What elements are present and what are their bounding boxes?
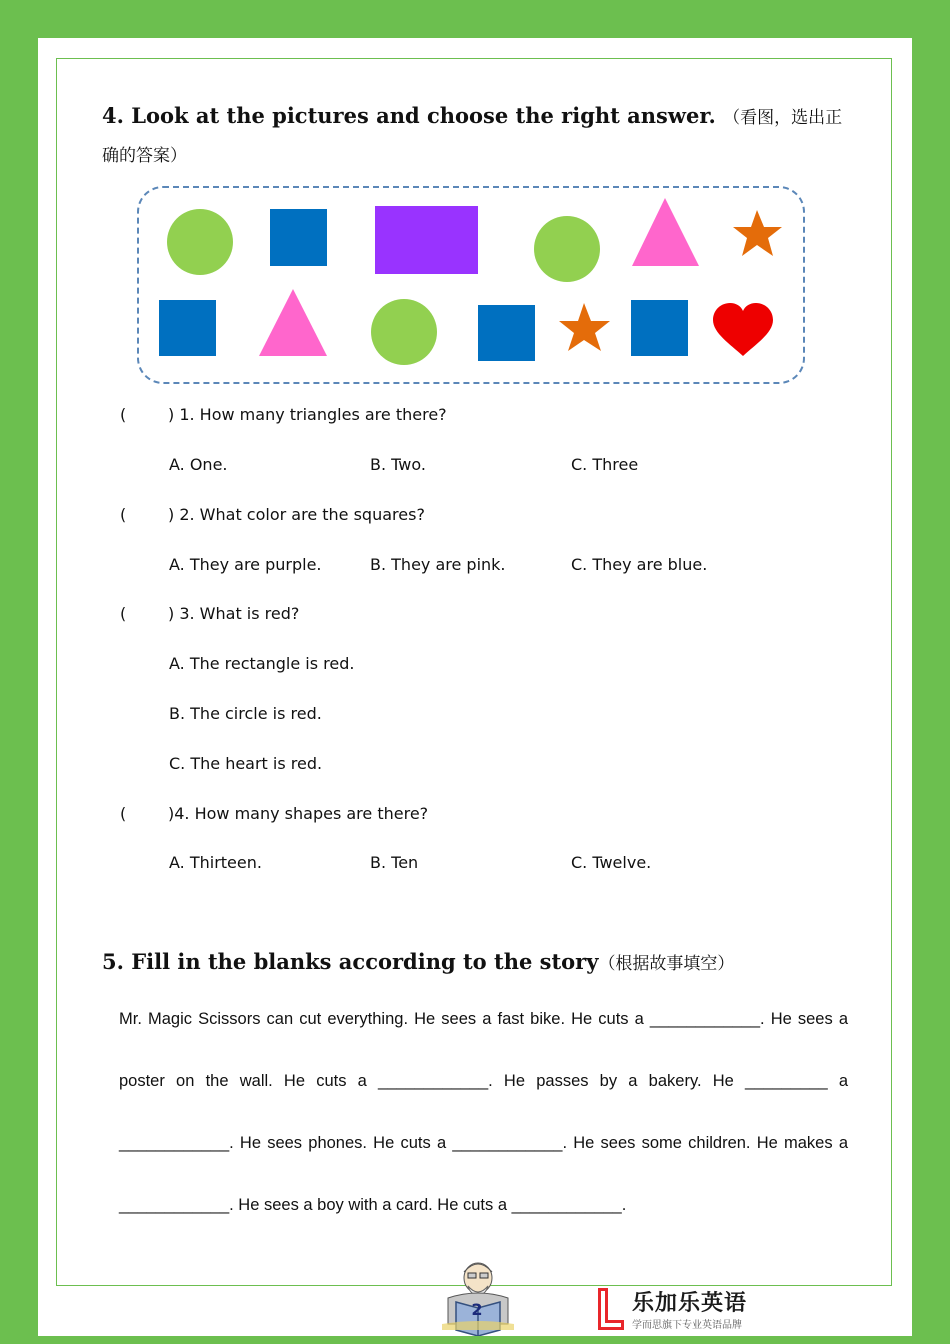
answer-blank-3[interactable]: (	[120, 604, 127, 623]
pink-triangle-2	[259, 289, 327, 356]
question-1-text: ) 1. How many triangles are there?	[168, 405, 447, 424]
q4-option-a: A. Thirteen.	[169, 853, 262, 872]
question-3	[120, 603, 299, 625]
question-4-text: )4. How many shapes are there?	[168, 804, 429, 823]
blue-square-1	[270, 209, 327, 266]
brand-l-logo-icon	[594, 1286, 628, 1332]
q4-option-b: B. Ten	[370, 853, 419, 872]
purple-rectangle	[375, 206, 478, 274]
question-2-text: ) 2. What color are the squares?	[168, 505, 425, 524]
q1-option-c: C. Three	[571, 455, 639, 474]
brand-slogan: 学而思旗下专业英语品牌	[632, 1320, 742, 1331]
orange-star-1	[733, 210, 782, 256]
q4-option-c: C. Twelve.	[571, 853, 652, 872]
section-5-title-en: 5. Fill in the blanks according to the story	[102, 949, 599, 974]
answer-blank-4[interactable]: (	[120, 804, 127, 823]
story-paragraph: Mr. Magic Scissors can cut everything. He sees a fast bike. He cuts a ____________. He sees a poster on the wall. He cuts a ____________. He passes by a bakery. He _________ a ____________. He sees phones. He cuts a ____________. He sees some children. He makes a ____________. He sees a boy with a card. He cuts a ____________.	[119, 1010, 848, 1214]
green-circle-2	[534, 216, 600, 282]
section-5-title	[102, 944, 862, 982]
q2-option-a: A. They are purple.	[169, 555, 322, 574]
q1-option-a: A. One.	[169, 455, 228, 474]
orange-star-2	[559, 303, 610, 351]
q3-option-b: B. The circle is red.	[169, 704, 322, 723]
question-3-text: ) 3. What is red?	[168, 604, 300, 623]
q3-option-c: C. The heart is red.	[169, 754, 323, 773]
page-number: 2	[471, 1300, 483, 1319]
brand-name: 乐加乐英语	[632, 1291, 748, 1316]
question-2	[120, 504, 425, 526]
section-4-title-en: 4. Look at the pictures and choose the right answer.	[102, 103, 716, 128]
q2-option-b: B. They are pink.	[370, 555, 506, 574]
worksheet-page	[38, 38, 912, 1336]
mascot-reading-icon	[438, 1258, 518, 1336]
section-5-title-cn: （根据故事填空）	[598, 954, 735, 974]
question-1	[120, 404, 447, 426]
blue-square-2	[159, 300, 216, 356]
red-heart	[713, 303, 773, 356]
green-circle-1	[167, 209, 233, 275]
answer-blank-2[interactable]: (	[120, 505, 127, 524]
green-circle-3	[371, 299, 437, 365]
section-4-title-cn: （看图，选出正确的答案）	[102, 108, 843, 166]
q1-option-b: B. Two.	[370, 455, 426, 474]
shapes-picture	[38, 38, 912, 398]
q3-option-a: A. The rectangle is red.	[169, 654, 355, 673]
question-4	[120, 803, 428, 825]
q2-option-c: C. They are blue.	[571, 555, 708, 574]
blue-square-4	[631, 300, 688, 356]
blue-square-3	[478, 305, 535, 361]
pink-triangle-1	[632, 198, 699, 266]
brand-logo	[594, 1286, 764, 1334]
answer-blank-1[interactable]: (	[120, 405, 127, 424]
